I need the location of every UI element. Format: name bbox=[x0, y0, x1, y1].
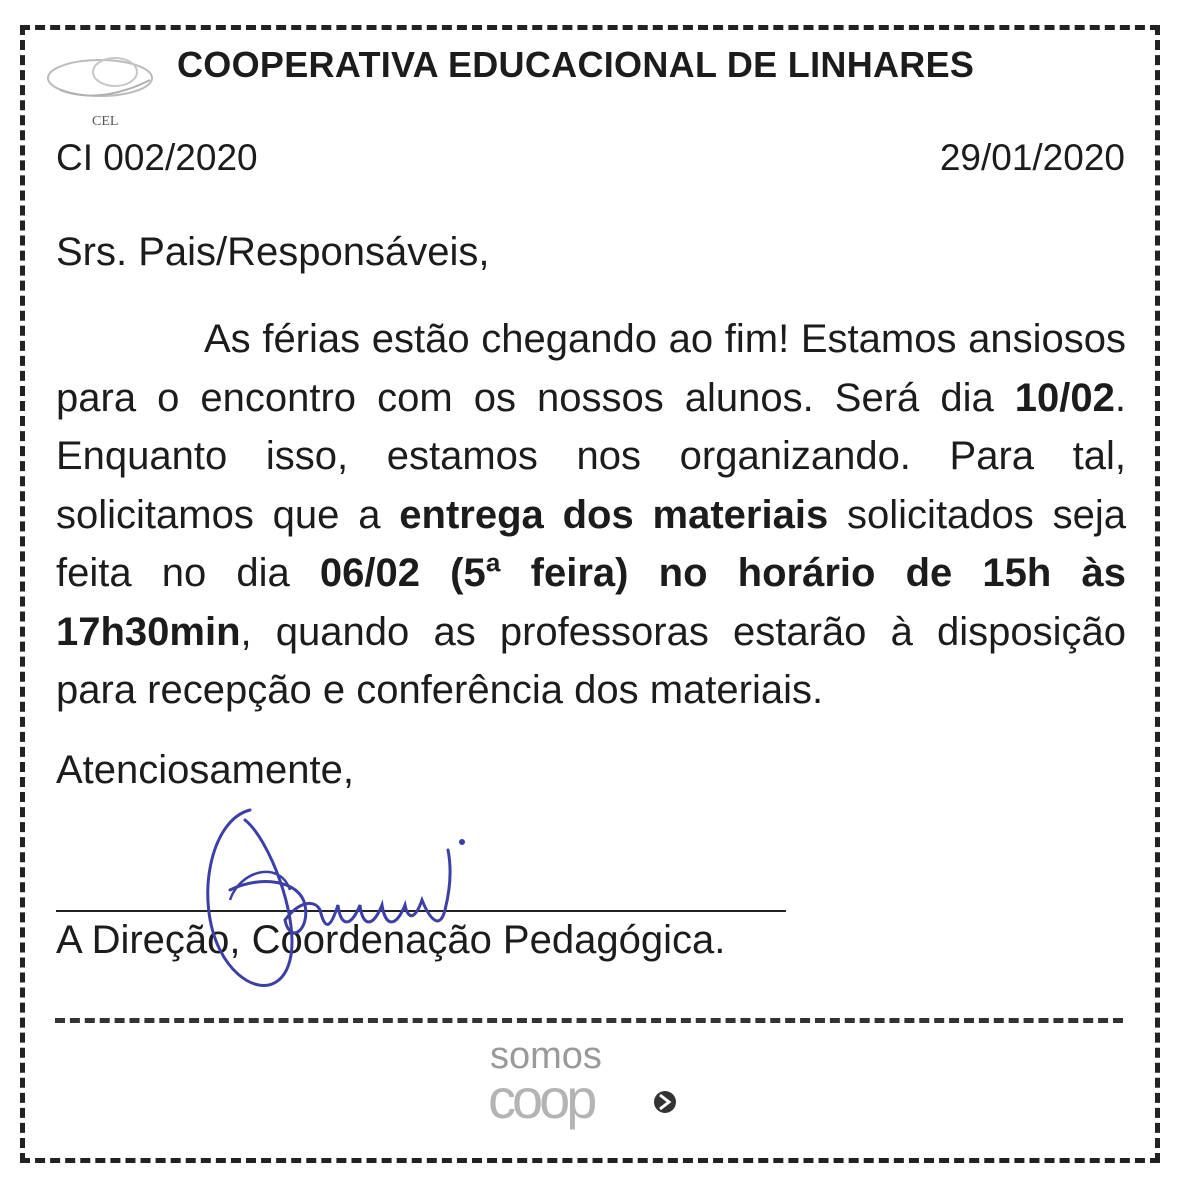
emphasis-text: 10/02 bbox=[1014, 375, 1115, 420]
footer-separator bbox=[55, 1018, 1123, 1023]
body-text-run: As férias estão chegando ao fim! Estamos ansiosos para o encontro com os nossos alunos. Será dia bbox=[56, 317, 1126, 420]
letter-date: 29/01/2020 bbox=[939, 137, 1125, 178]
body-text-run: solicitados seja feita no dia bbox=[56, 492, 1127, 595]
cel-logo bbox=[40, 50, 170, 135]
closing: Atenciosamente, bbox=[56, 748, 354, 792]
signer: A Direção, Coordenação Pedagógica. bbox=[56, 918, 726, 962]
emphasis-text: entrega dos materiais bbox=[399, 492, 829, 537]
institution-title: COOPERATIVA EDUCACIONAL DE LINHARES bbox=[177, 44, 975, 85]
body-text-run: . Enquanto isso, estamos nos organizando. Para tal, solicitamos que a bbox=[56, 375, 1126, 537]
emphasis-text: 06/02 (5ª feira) no horário de 15h às 17h30min bbox=[56, 551, 1126, 654]
coop-logo-top: somos bbox=[490, 1035, 602, 1077]
coop-logo-bottom: coop bbox=[488, 1067, 594, 1130]
cel-logo-label: CEL bbox=[92, 114, 119, 129]
somos-coop-logo bbox=[470, 1030, 720, 1140]
handwritten-signature bbox=[190, 780, 490, 1010]
body-text-run: , quando as professoras estarão à disposição para recepção e conferência dos materiais. bbox=[56, 609, 1126, 712]
letter-body bbox=[56, 310, 1126, 720]
salutation: Srs. Pais/Responsáveis, bbox=[56, 230, 490, 274]
reference-number: CI 002/2020 bbox=[56, 137, 258, 178]
